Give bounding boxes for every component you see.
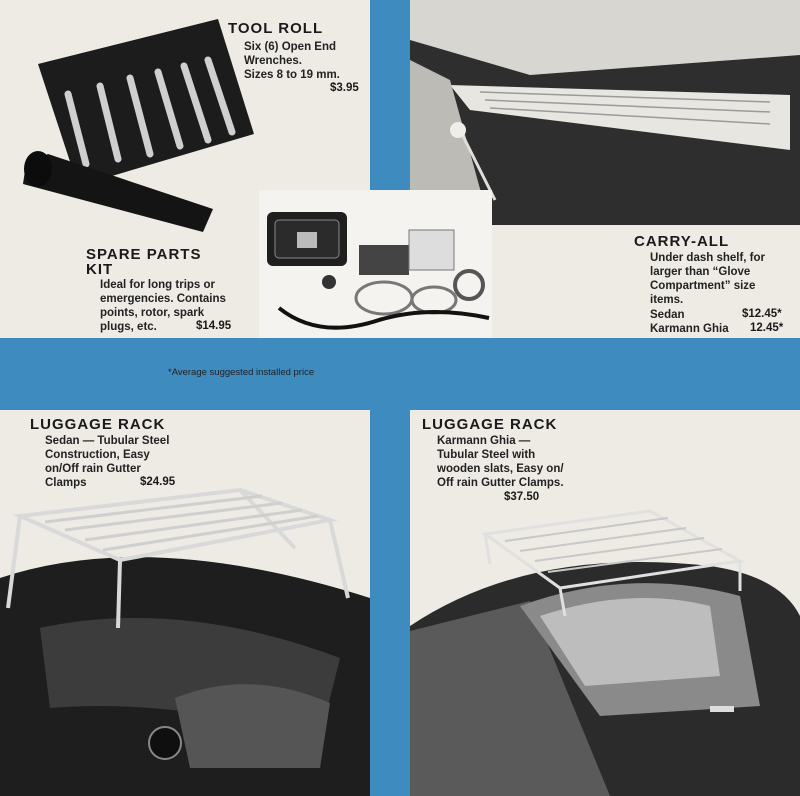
rack-sedan-price: $24.95	[140, 476, 176, 488]
tool-roll-desc-line: Sizes 8 to 19 mm.	[244, 69, 340, 81]
blue-band-horizontal	[0, 338, 800, 410]
rack-sedan-photo	[0, 488, 370, 796]
rack-sedan-desc-first-rest: — Tubular Steel	[79, 435, 170, 447]
spare-parts-desc-line: points, rotor, spark	[100, 307, 205, 319]
carry-all-desc-line: Under dash shelf, for	[650, 252, 766, 264]
spare-parts-desc-line: Ideal for long trips or	[100, 279, 216, 291]
rack-ghia-model: Karmann Ghia —	[437, 435, 531, 447]
carry-all-title: CARRY-ALL	[634, 233, 730, 250]
spare-parts-title-2: KIT	[86, 261, 114, 278]
tool-roll-image	[18, 14, 258, 244]
rack-sedan-panel	[0, 410, 370, 796]
tool-roll-title: TOOL ROLL	[228, 20, 324, 37]
carry-all-panel	[492, 225, 800, 338]
spare-parts-desc-line: emergencies. Contains	[100, 293, 226, 305]
rack-ghia-title: LUGGAGE RACK	[422, 416, 558, 433]
tool-roll-desc-line: Six (6) Open End	[244, 41, 337, 53]
carry-all-desc	[650, 251, 765, 307]
rack-ghia-photo	[410, 506, 800, 796]
spare-parts-desc-line: plugs, etc.	[100, 321, 157, 333]
carry-all-row-sedan-price: $12.45*	[742, 308, 782, 320]
carry-all-row-sedan-label: Sedan	[650, 309, 685, 321]
carry-all-desc-line: Compartment” size	[650, 280, 756, 292]
rack-sedan-desc-first	[45, 434, 169, 448]
tool-roll-desc-line: Wrenches.	[244, 55, 302, 67]
rack-ghia-desc-line: wooden slats, Easy on/	[437, 463, 564, 475]
rack-sedan-title: LUGGAGE RACK	[30, 416, 166, 433]
rack-sedan-model: Sedan	[45, 435, 80, 447]
rack-ghia-desc-line: Tubular Steel with	[437, 449, 536, 461]
carry-all-row-ghia-label: Karmann Ghia	[650, 323, 729, 335]
rack-ghia-desc	[437, 434, 564, 490]
spare-parts-price: $14.95	[196, 320, 232, 332]
rack-ghia-desc-line: Off rain Gutter Clamps.	[437, 477, 564, 489]
footnote: *Average suggested installed price	[168, 367, 315, 378]
rack-ghia-price: $37.50	[504, 491, 540, 503]
tool-roll-desc	[244, 40, 340, 82]
spare-parts-title-1: SPARE PARTS	[86, 246, 202, 263]
carry-all-desc-line: larger than “Glove	[650, 266, 751, 278]
rack-sedan-desc-line: Clamps	[45, 477, 87, 489]
rack-sedan-desc-line: on/Off rain Gutter	[45, 463, 141, 475]
spare-parts-photo	[259, 190, 492, 338]
carry-all-row-ghia-price: 12.45*	[750, 322, 784, 334]
tool-roll-price: $3.95	[330, 82, 359, 94]
rack-sedan-desc-line: Construction, Easy	[45, 449, 150, 461]
carry-all-desc-line: items.	[650, 294, 684, 306]
rack-ghia-panel	[410, 410, 800, 796]
